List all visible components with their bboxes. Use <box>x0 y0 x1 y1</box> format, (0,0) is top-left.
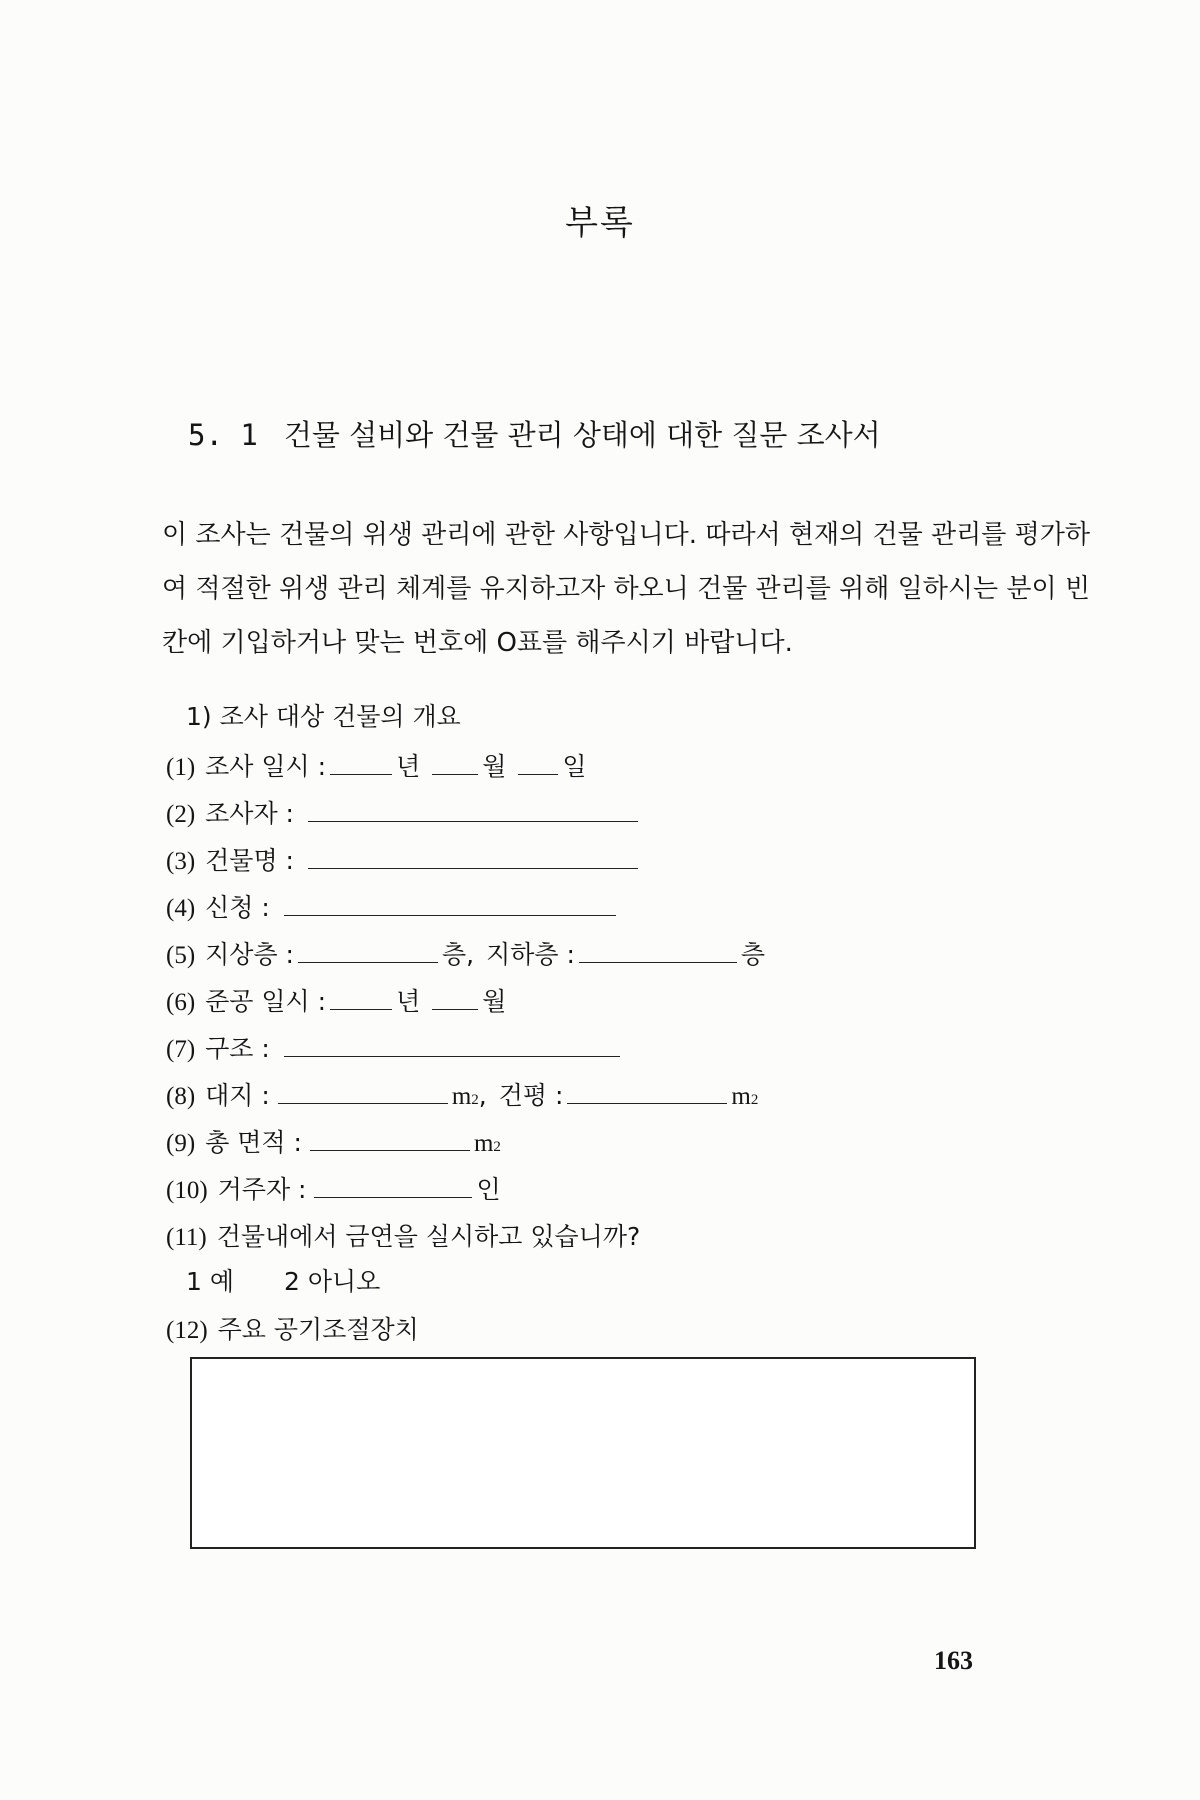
air-conditioning-answer-box[interactable] <box>190 1357 976 1549</box>
residents-unit: 인 <box>476 1175 501 1204</box>
question-number: (7) <box>166 1036 196 1063</box>
surveyor-blank[interactable] <box>308 799 638 822</box>
section-heading-text: 건물 설비와 건물 관리 상태에 대한 질문 조사서 <box>283 418 881 452</box>
month-label: 월 <box>482 752 507 781</box>
residents-blank[interactable] <box>314 1175 472 1198</box>
application-blank[interactable] <box>284 893 616 916</box>
question-text: 신청 : <box>205 893 270 922</box>
question-air-conditioning <box>166 1310 419 1346</box>
option-no[interactable]: 2 아니오 <box>283 1267 381 1296</box>
question-number: (12) <box>166 1317 208 1344</box>
day-blank[interactable] <box>518 752 558 775</box>
question-text: 준공 일시 : <box>205 987 327 1016</box>
question-structure <box>166 1029 624 1065</box>
intro-line: 이 조사는 건물의 위생 관리에 관한 사항입니다. 따라서 현재의 건물 관리를 평가하 <box>162 520 1091 550</box>
section-heading <box>188 413 881 454</box>
area-unit: m <box>731 1083 751 1110</box>
question-text: 조사자 : <box>205 799 294 828</box>
question-application <box>166 888 620 924</box>
area-unit-exponent: 2 <box>471 1092 479 1108</box>
question-survey-date <box>166 747 587 783</box>
page-title: 부록 <box>565 203 635 243</box>
question-building-name <box>166 841 642 877</box>
day-label: 일 <box>562 752 587 781</box>
page-number: 163 <box>934 1646 973 1675</box>
question-text: 주요 공기조절장치 <box>217 1315 419 1344</box>
question-land-area <box>166 1076 758 1112</box>
intro-paragraph <box>162 508 1091 670</box>
question-surveyor <box>166 794 642 830</box>
question-text: 총 면적 : <box>205 1128 302 1157</box>
year-blank[interactable] <box>330 987 392 1010</box>
question-text: 건물내에서 금연을 실시하고 있습니까? <box>216 1222 641 1251</box>
structure-blank[interactable] <box>284 1034 620 1057</box>
area-unit-exponent: 2 <box>750 1092 759 1108</box>
intro-line: 칸에 기입하거나 맞는 번호에 O표를 해주시기 바랍니다. <box>162 628 793 658</box>
month-blank[interactable] <box>432 752 478 775</box>
question-number: (5) <box>166 942 196 969</box>
above-ground-floors-blank[interactable] <box>298 940 438 963</box>
question-number: (11) <box>166 1224 207 1251</box>
floor-unit: 층, <box>441 940 475 969</box>
basement-floors-blank[interactable] <box>579 940 737 963</box>
year-blank[interactable] <box>330 752 392 775</box>
survey-section-title: 1) 조사 대상 건물의 개요 <box>186 702 461 731</box>
building-name-blank[interactable] <box>308 846 638 869</box>
question-total-area <box>166 1123 501 1159</box>
separator: , <box>478 1081 487 1110</box>
question-number: (8) <box>166 1083 196 1110</box>
area-unit: m <box>473 1130 494 1157</box>
question-number: (9) <box>166 1130 196 1157</box>
question-number: (1) <box>166 754 196 781</box>
question-floors <box>166 935 765 971</box>
question-number: (6) <box>166 989 196 1016</box>
question-text: 조사 일시 : <box>205 752 327 781</box>
smoking-ban-options <box>186 1262 422 1298</box>
question-text: 지상층 : <box>205 940 294 969</box>
year-label: 년 <box>396 752 421 781</box>
building-area-blank[interactable] <box>567 1081 727 1104</box>
question-number: (2) <box>166 801 196 828</box>
year-label: 년 <box>396 987 421 1016</box>
month-label: 월 <box>482 987 507 1016</box>
question-residents <box>166 1170 501 1206</box>
question-number: (3) <box>166 848 196 875</box>
floor-unit: 층 <box>740 940 766 969</box>
total-area-blank[interactable] <box>310 1128 470 1151</box>
section-number: 5. 1 <box>188 418 258 452</box>
area-unit: m <box>451 1083 472 1110</box>
question-text: 대지 : <box>205 1081 270 1110</box>
month-blank[interactable] <box>432 987 478 1010</box>
question-text: 거주자 : <box>217 1175 307 1204</box>
intro-line: 여 적절한 위생 관리 체계를 유지하고자 하오니 건물 관리를 위해 일하시는 분이 빈 <box>162 574 1091 604</box>
question-smoking-ban <box>166 1217 640 1253</box>
question-completion-date <box>166 982 506 1018</box>
option-yes[interactable]: 1 예 <box>186 1267 235 1296</box>
question-text: 건물명 : <box>205 846 294 875</box>
area-unit-exponent: 2 <box>493 1139 501 1155</box>
building-area-label: 건평 : <box>498 1081 564 1110</box>
basement-floors-label: 지하층 : <box>486 940 575 969</box>
land-area-blank[interactable] <box>278 1081 448 1104</box>
question-number: (10) <box>166 1177 208 1204</box>
question-number: (4) <box>166 895 196 922</box>
question-text: 구조 : <box>205 1034 270 1063</box>
